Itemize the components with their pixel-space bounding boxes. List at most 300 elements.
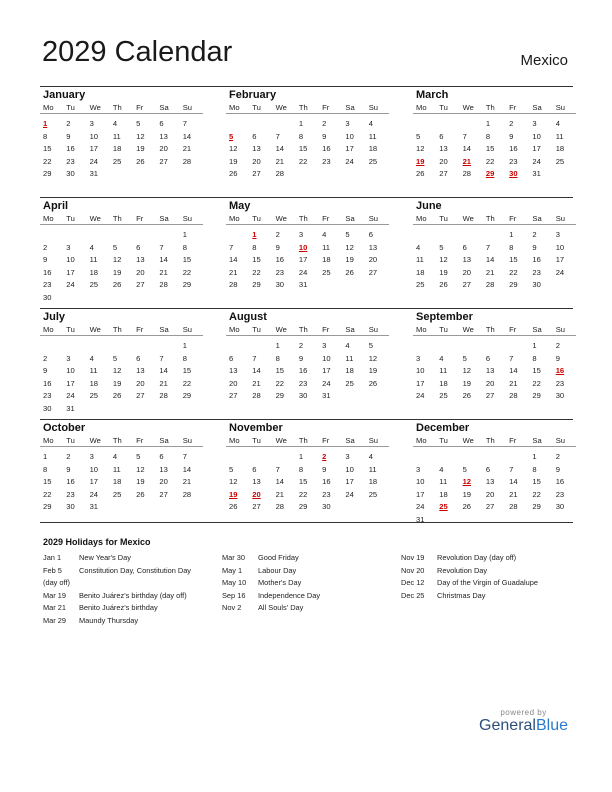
day-cell: 3 [345, 452, 350, 461]
day-cell: 14 [462, 144, 472, 153]
day-cell: 5 [136, 119, 141, 128]
day-cell: 21 [182, 477, 192, 486]
day-cell: 21 [509, 378, 518, 388]
day-cell: 18 [439, 489, 448, 499]
day-cell: 7 [159, 353, 164, 363]
month-november [226, 420, 389, 514]
day-cell: 7 [182, 119, 187, 128]
weekday-label: Sa [345, 103, 355, 112]
empty-cell [273, 118, 296, 131]
week-row [40, 118, 203, 131]
day-cell: 19 [112, 267, 122, 277]
empty-cell [156, 403, 179, 416]
day-cell: 3 [416, 464, 421, 474]
week-row [413, 340, 576, 353]
day-cell: 24 [322, 378, 331, 388]
day-cell: 2 [532, 230, 537, 239]
day-cell: 23 [66, 489, 75, 499]
weekday-label: Mo [43, 214, 54, 223]
day-cell: 2 [555, 341, 560, 350]
empty-cell [110, 501, 133, 514]
day-cell: 30 [66, 502, 75, 511]
day-cell: 30 [66, 169, 75, 178]
day-cell: 15 [275, 366, 285, 375]
weekday-label: Su [555, 436, 565, 445]
day-cell: 6 [136, 353, 141, 363]
day-cell: 9 [532, 242, 537, 252]
empty-cell [110, 292, 133, 305]
empty-cell [63, 229, 86, 242]
day-cell: 3 [89, 452, 94, 461]
week-row [40, 378, 203, 391]
week-row [40, 501, 203, 514]
day-cell: 30 [298, 391, 308, 400]
holiday-day-cell: 30 [509, 169, 518, 178]
day-cell: 4 [112, 452, 118, 461]
day-cell: 26 [136, 489, 145, 499]
day-cell: 8 [43, 131, 48, 141]
day-cell: 17 [416, 489, 425, 499]
day-cell: 9 [275, 242, 280, 252]
weekday-label: Su [368, 214, 378, 223]
day-cell: 29 [43, 502, 52, 511]
day-cell: 29 [509, 280, 518, 289]
day-cell: 28 [509, 391, 518, 400]
week-row [413, 143, 576, 156]
holiday-date: Feb 5 [43, 565, 62, 575]
day-cell: 22 [532, 378, 541, 388]
holiday-date: Nov 2 [222, 603, 242, 613]
day-cell: 14 [252, 366, 261, 375]
empty-cell [226, 229, 249, 242]
holiday-day-cell: 2 [322, 452, 327, 461]
day-cell: 7 [509, 464, 514, 474]
day-cell: 4 [439, 464, 444, 474]
weekday-label: Tu [252, 103, 261, 112]
day-cell: 5 [136, 452, 141, 461]
day-cell: 5 [462, 464, 467, 474]
day-cell: 10 [89, 131, 99, 141]
week-row [226, 143, 389, 156]
day-cell: 6 [252, 131, 257, 141]
weekday-header [413, 435, 576, 447]
day-cell: 13 [485, 477, 495, 486]
week-row [226, 501, 389, 514]
day-cell: 10 [322, 353, 331, 363]
day-cell: 16 [298, 366, 308, 375]
day-cell: 4 [555, 119, 560, 128]
weekday-label: Fr [136, 436, 144, 445]
empty-cell [249, 340, 272, 353]
day-cell: 24 [89, 489, 99, 499]
day-cell: 20 [485, 378, 495, 388]
day-cell: 28 [229, 280, 238, 289]
footer-branding [479, 708, 568, 735]
holiday-column [222, 552, 398, 615]
day-cell: 23 [322, 156, 331, 166]
day-cell: 30 [322, 502, 331, 511]
day-cell: 26 [112, 391, 122, 400]
day-cell: 5 [112, 353, 118, 363]
day-cell: 21 [275, 489, 285, 499]
holiday-date: Dec 12 [401, 578, 425, 588]
day-cell: 29 [298, 502, 308, 511]
weekday-header [413, 102, 576, 114]
holiday-date: Mar 30 [222, 553, 246, 562]
day-cell: 9 [509, 131, 514, 141]
day-cell: 28 [159, 280, 168, 289]
weekday-label: We [275, 214, 287, 223]
weekday-label: Mo [43, 325, 54, 334]
day-cell: 27 [229, 391, 238, 400]
day-cell: 6 [462, 242, 467, 252]
weekday-label: Th [485, 325, 495, 334]
week-row [413, 378, 576, 391]
day-cell: 17 [345, 477, 354, 486]
day-cell: 4 [322, 230, 327, 239]
day-cell: 15 [252, 255, 261, 264]
day-cell: 5 [112, 242, 118, 252]
day-cell: 8 [182, 353, 187, 363]
weekday-label: Fr [509, 436, 517, 445]
holidays-title: 2029 Holidays for Mexico [43, 537, 151, 547]
week-row [226, 242, 389, 255]
day-cell: 15 [532, 366, 541, 375]
day-cell: 27 [136, 391, 145, 400]
holiday-item [43, 602, 219, 615]
day-cell: 22 [298, 489, 308, 499]
empty-cell [133, 403, 156, 416]
month-name: June [416, 200, 442, 212]
empty-cell [226, 451, 249, 464]
day-cell: 18 [112, 477, 122, 486]
day-cell: 13 [252, 477, 261, 486]
day-cell: 4 [112, 119, 118, 128]
day-cell: 20 [136, 267, 145, 277]
day-cell: 18 [112, 144, 122, 153]
weekday-label: Mo [43, 103, 54, 112]
month-september [413, 309, 576, 403]
day-cell: 31 [66, 403, 75, 413]
day-cell: 15 [509, 255, 518, 264]
empty-cell [413, 229, 436, 242]
weekday-label: Tu [439, 436, 448, 445]
day-cell: 16 [322, 477, 331, 486]
month-row [40, 86, 573, 197]
weekday-label: Sa [532, 214, 542, 223]
day-cell: 30 [43, 403, 52, 413]
empty-cell [436, 451, 459, 464]
week-row [40, 489, 203, 502]
day-cell: 19 [368, 366, 378, 375]
empty-cell [156, 501, 179, 514]
empty-cell [436, 229, 459, 242]
day-cell: 21 [159, 267, 168, 277]
weekday-label: Su [182, 214, 192, 223]
day-cell: 22 [43, 489, 52, 499]
weekday-label: Fr [136, 103, 144, 112]
weekday-label: We [275, 436, 287, 445]
weekday-label: Su [182, 325, 192, 334]
day-cell: 8 [298, 464, 304, 474]
day-cell: 15 [298, 144, 308, 153]
day-cell: 19 [112, 378, 122, 388]
holiday-date: Mar 29 [43, 615, 67, 625]
month-name: February [229, 89, 277, 101]
day-cell: 20 [368, 255, 378, 264]
weekday-label: Su [182, 436, 192, 445]
weekday-label: We [89, 214, 101, 223]
holiday-item [43, 552, 219, 565]
week-row [413, 514, 576, 527]
day-cell: 16 [66, 477, 75, 486]
day-cell: 16 [509, 144, 518, 153]
day-cell: 24 [345, 489, 354, 499]
day-cell: 11 [368, 131, 377, 141]
day-cell: 23 [322, 489, 331, 499]
day-cell: 24 [532, 156, 541, 166]
day-cell: 21 [485, 267, 495, 277]
week-row [40, 279, 203, 292]
weekday-label: Mo [229, 436, 240, 445]
empty-cell [553, 168, 576, 181]
day-cell: 11 [416, 255, 424, 264]
weekday-label: Sa [159, 103, 169, 112]
day-cell: 3 [298, 230, 304, 239]
empty-cell [413, 118, 436, 131]
day-cell: 25 [112, 489, 122, 499]
holiday-item [43, 590, 219, 603]
empty-cell [319, 279, 342, 292]
holiday-date: Nov 20 [401, 565, 425, 575]
holiday-item-continuation: (day off) [43, 578, 70, 588]
empty-cell [40, 340, 63, 353]
day-cell: 14 [275, 144, 285, 153]
day-cell: 26 [416, 169, 425, 178]
day-cell: 10 [345, 131, 354, 141]
month-name: May [229, 200, 251, 212]
holiday-name: Maundy Thursday [79, 615, 139, 625]
empty-cell [180, 168, 203, 181]
week-row [226, 353, 389, 366]
day-cell: 7 [182, 452, 187, 461]
day-cell: 21 [182, 144, 192, 153]
day-cell: 25 [322, 267, 331, 277]
day-cell: 25 [555, 156, 565, 166]
holiday-date: Nov 19 [401, 553, 425, 562]
month-row [40, 419, 573, 530]
day-cell: 23 [298, 378, 308, 388]
day-cell: 24 [66, 391, 75, 400]
day-cell: 13 [485, 366, 495, 375]
day-cell: 30 [555, 502, 565, 511]
weekday-label: Th [298, 436, 308, 445]
day-cell: 7 [275, 131, 280, 141]
holiday-column [401, 552, 577, 602]
day-cell: 28 [275, 502, 285, 511]
empty-cell [296, 168, 319, 181]
day-cell: 11 [89, 366, 98, 375]
day-cell: 20 [229, 378, 238, 388]
day-cell: 25 [439, 391, 448, 400]
month-name: November [229, 422, 283, 434]
day-cell: 27 [252, 169, 261, 178]
page-title: 2029 Calendar [42, 36, 233, 68]
day-cell: 7 [462, 131, 467, 141]
day-cell: 19 [439, 267, 448, 277]
weekday-label: Fr [136, 325, 144, 334]
holiday-day-cell: 20 [252, 489, 261, 499]
weekday-label: Th [485, 436, 495, 445]
day-cell: 19 [229, 156, 238, 166]
weekday-label: Th [298, 103, 308, 112]
weekday-label: Tu [252, 325, 261, 334]
day-cell: 1 [43, 452, 48, 461]
day-cell: 9 [43, 255, 48, 264]
day-cell: 12 [462, 366, 472, 375]
day-cell: 25 [345, 378, 354, 388]
weekday-label: Su [555, 214, 565, 223]
day-cell: 19 [462, 378, 472, 388]
holiday-name: Day of the Virgin of Guadalupe [437, 578, 538, 588]
weekday-label: Su [555, 325, 565, 334]
empty-cell [133, 229, 156, 242]
day-cell: 3 [416, 353, 421, 363]
holiday-date: Mar 19 [43, 590, 67, 600]
month-july [40, 309, 203, 415]
week-row [226, 390, 389, 403]
weekday-label: We [462, 103, 474, 112]
empty-cell [506, 340, 529, 353]
day-cell: 12 [136, 464, 145, 474]
day-cell: 6 [159, 452, 164, 461]
day-cell: 25 [416, 280, 425, 289]
holiday-day-cell: 16 [555, 366, 565, 375]
weekday-label: Tu [66, 325, 75, 334]
empty-cell [133, 340, 156, 353]
day-cell: 30 [532, 280, 541, 289]
holiday-item [222, 552, 398, 565]
week-row [226, 464, 389, 477]
empty-cell [553, 279, 576, 292]
empty-cell [366, 279, 389, 292]
holiday-name: Christmas Day [437, 590, 486, 600]
day-cell: 9 [322, 131, 327, 141]
day-cell: 28 [182, 156, 192, 166]
weekday-label: Sa [532, 325, 542, 334]
day-cell: 9 [555, 353, 560, 363]
holiday-item [43, 565, 219, 578]
empty-cell [342, 501, 365, 514]
weekday-label: Fr [509, 325, 517, 334]
day-cell: 15 [182, 366, 192, 375]
empty-cell [133, 292, 156, 305]
day-cell: 24 [345, 156, 354, 166]
weekday-label: Tu [439, 325, 448, 334]
holiday-day-cell: 10 [298, 242, 308, 252]
weekday-label: We [275, 325, 287, 334]
day-cell: 10 [555, 242, 565, 252]
day-cell: 26 [345, 267, 354, 277]
day-cell: 25 [89, 280, 99, 289]
day-cell: 3 [89, 119, 94, 128]
weekday-label: Fr [509, 214, 517, 223]
weekday-label: Th [112, 325, 122, 334]
day-cell: 8 [485, 131, 491, 141]
empty-cell [110, 229, 133, 242]
weekday-label: Sa [532, 436, 542, 445]
week-row [226, 254, 389, 267]
day-cell: 11 [322, 242, 331, 252]
day-cell: 4 [439, 353, 444, 363]
empty-cell [180, 292, 203, 305]
weekday-label: Tu [66, 214, 75, 223]
empty-cell [87, 340, 110, 353]
weekday-header [40, 324, 203, 336]
weekday-label: Sa [159, 325, 169, 334]
month-name: August [229, 311, 267, 323]
empty-cell [483, 340, 506, 353]
day-cell: 28 [182, 489, 192, 499]
week-row [413, 501, 576, 514]
day-cell: 28 [462, 169, 472, 178]
weekday-label: Su [368, 103, 378, 112]
empty-cell [249, 118, 272, 131]
day-cell: 8 [532, 353, 537, 363]
day-cell: 23 [555, 489, 565, 499]
day-cell: 9 [298, 353, 304, 363]
empty-cell [460, 340, 483, 353]
empty-cell [156, 168, 179, 181]
weekday-header [226, 102, 389, 114]
empty-cell [342, 279, 365, 292]
day-cell: 12 [229, 477, 238, 486]
week-row [40, 353, 203, 366]
day-cell: 17 [66, 267, 75, 277]
empty-cell [483, 514, 506, 527]
day-cell: 14 [509, 366, 518, 375]
month-december [413, 420, 576, 526]
empty-cell [87, 292, 110, 305]
day-cell: 10 [532, 131, 541, 141]
day-cell: 4 [368, 452, 373, 461]
day-cell: 7 [229, 242, 234, 252]
day-cell: 29 [182, 391, 192, 400]
empty-cell [460, 118, 483, 131]
week-row [413, 476, 576, 489]
day-cell: 2 [298, 341, 304, 350]
week-row [40, 476, 203, 489]
day-cell: 10 [416, 477, 425, 486]
week-row [226, 229, 389, 242]
day-cell: 23 [532, 267, 541, 277]
day-cell: 19 [136, 144, 145, 153]
day-cell: 3 [532, 119, 537, 128]
day-cell: 14 [182, 464, 192, 474]
day-cell: 18 [345, 366, 354, 375]
day-cell: 17 [66, 378, 75, 388]
day-cell: 20 [159, 144, 168, 153]
day-cell: 24 [416, 391, 425, 400]
month-name: January [43, 89, 86, 101]
empty-cell [506, 514, 529, 527]
day-cell: 31 [416, 514, 425, 524]
day-cell: 13 [229, 366, 238, 375]
day-cell: 2 [555, 452, 560, 461]
day-cell: 13 [439, 144, 448, 153]
month-october [40, 420, 203, 514]
day-cell: 13 [159, 464, 168, 474]
